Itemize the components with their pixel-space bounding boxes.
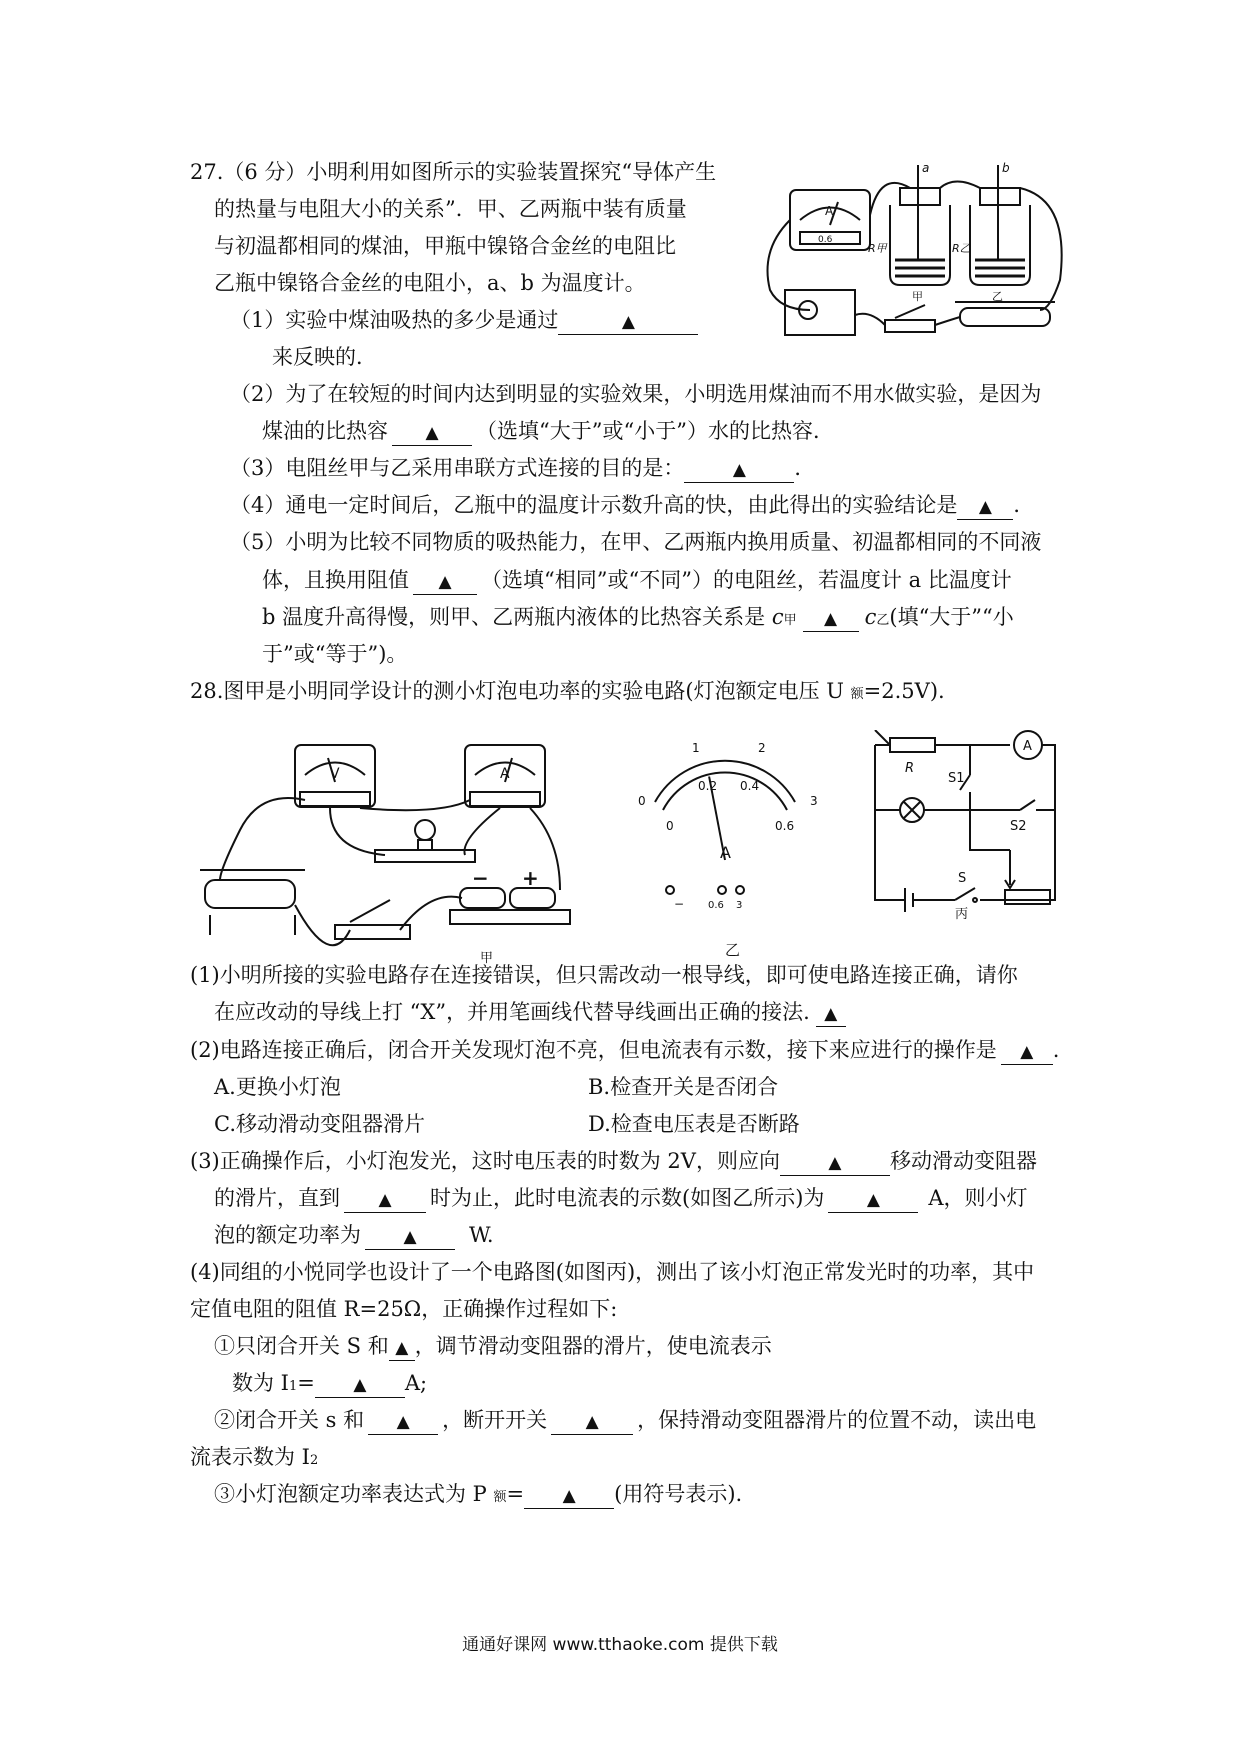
q28-intro-tail: =2.5V). — [863, 679, 945, 703]
dial-arc — [655, 761, 795, 802]
figure-jia-label: 甲 — [480, 951, 494, 965]
q27-part1 — [230, 305, 698, 335]
q28-step3-eq: = — [506, 1482, 525, 1506]
q28-part3-text3: 时为止，此时电流表的示数(如图乙所示)为 — [430, 1186, 825, 1210]
q27-part3-tail: ． — [794, 456, 816, 480]
ammeter-scale-label: 0.6 — [818, 235, 833, 245]
q28-part3-cont1 — [214, 1183, 1028, 1213]
q27-intro-line4: 乙瓶中镍铬合金丝的电阻小，a、b 为温度计。 — [214, 271, 646, 295]
scale-top-3: 3 — [810, 794, 818, 808]
q27-part2-tail: （选填“大于”或“小于”）水的比热容． — [476, 419, 834, 443]
scale-top-2: 2 — [758, 741, 766, 755]
answer-blank[interactable] — [315, 1371, 405, 1398]
scale-bottom-02: 0.2 — [698, 779, 718, 793]
bottle-jia-label: 甲 — [912, 290, 923, 303]
answer-blank[interactable] — [368, 1408, 438, 1435]
answer-blank[interactable] — [392, 419, 472, 446]
q28-figure-bing — [860, 730, 1060, 920]
q28-step2-text4: 流表示数为 I — [190, 1445, 310, 1469]
blank-marker-icon: ▲ — [438, 572, 452, 592]
ammeter-circle-label: A — [1023, 739, 1032, 754]
blank-marker-icon: ▲ — [824, 1004, 838, 1024]
q28-part3 — [190, 1146, 1037, 1176]
q28-step2-cont — [190, 1442, 318, 1476]
q28-step2-text: ②闭合开关 s 和 — [214, 1408, 365, 1432]
q28-figure-yi — [630, 730, 830, 960]
q28-part2-text: (2)电路连接正确后，闭合开关发现灯泡不亮，但电流表有示数，接下来应进行的操作是 — [190, 1038, 997, 1062]
i2-sub: 2 — [309, 1453, 319, 1468]
q28-part3-text6: W. — [469, 1223, 494, 1247]
q28-step1-cont — [232, 1368, 427, 1402]
answer-blank[interactable] — [524, 1482, 614, 1509]
q28-step3-text: ③小灯泡额定功率表达式为 P — [214, 1482, 487, 1506]
terminal-06-label: 0.6 — [708, 900, 724, 911]
q28-step3 — [214, 1479, 742, 1513]
c-symbol: c — [864, 605, 877, 629]
voltmeter-label: V — [330, 766, 340, 782]
answer-blank[interactable] — [413, 568, 477, 595]
blank-marker-icon: ▲ — [978, 497, 992, 517]
q28-figure-jia — [200, 730, 630, 965]
blank-marker-icon: ▲ — [378, 1190, 392, 1210]
minus-terminal-label: − — [472, 866, 489, 890]
option-b[interactable]: B.检查开关是否闭合 — [588, 1075, 779, 1099]
answer-blank[interactable] — [816, 1000, 846, 1027]
q28-step1-eq: = — [297, 1371, 315, 1395]
answer-blank[interactable] — [344, 1186, 426, 1213]
q28-step1-text2: 数为 I — [232, 1371, 289, 1395]
q27-part5-cont2 — [262, 602, 1014, 636]
q27-part3-text: （3）电阻丝甲与乙采用串联方式连接的目的是： — [230, 456, 685, 480]
p-sub: 额 — [493, 1490, 507, 1505]
q28-part3-text2: 的滑片，直到 — [214, 1186, 340, 1210]
q28-part3-tail: 移动滑动变阻器 — [889, 1149, 1037, 1173]
q28-part1-text: 在应改动的导线上打 “X”，并用笔画线代替导线画出正确的接法. — [214, 1000, 810, 1024]
answer-blank[interactable] — [389, 1334, 415, 1361]
q27-part5-cont3: 于”或“等于”)。 — [262, 642, 408, 666]
q27-part5-text2: （选填“相同”或“不同”）的电阻丝，若温度计 a 比温度计 — [481, 568, 1012, 592]
q27-part5: （5）小明为比较不同物质的吸热能力，在甲、乙两瓶内换用质量、初温都相同的不同液 — [230, 530, 1042, 554]
answer-blank[interactable] — [558, 308, 698, 335]
answer-blank[interactable] — [957, 493, 1013, 520]
answer-blank[interactable] — [1001, 1038, 1053, 1065]
answer-blank[interactable] — [803, 605, 859, 632]
blank-marker-icon: ▲ — [585, 1412, 599, 1432]
thermometer-a-label: a — [922, 161, 930, 175]
blank-marker-icon: ▲ — [621, 312, 635, 332]
ammeter-a-label: A — [825, 204, 834, 218]
terminal-minus-label: − — [674, 897, 685, 911]
r-jia-label: R甲 — [868, 242, 887, 255]
answer-blank[interactable] — [551, 1408, 633, 1435]
thermometer-b-label: b — [1002, 161, 1010, 175]
q28-step1-unit: A; — [404, 1371, 428, 1395]
q28-part3-text5: 泡的额定功率为 — [214, 1223, 361, 1247]
scale-top-1: 1 — [692, 741, 700, 755]
figure-bing-label: 丙 — [955, 907, 969, 920]
resistor-r-label: R — [905, 761, 915, 776]
q28-intro-sub: 额 — [850, 687, 864, 702]
answer-blank[interactable] — [780, 1149, 890, 1176]
blank-marker-icon: ▲ — [824, 609, 838, 629]
q27-part1-text: （1）实验中煤油吸热的多少是通过 — [230, 308, 559, 332]
q28-part4-cont: 定值电阻的阻值 R=25Ω，正确操作过程如下: — [190, 1297, 618, 1321]
sub-jia: 甲 — [783, 613, 797, 628]
q27-part5-text: 体，且换用阻值 — [262, 568, 409, 592]
q28-intro-text: 28.图甲是小明同学设计的测小灯泡电功率的实验电路(灯泡额定电压 U — [190, 679, 844, 703]
q27-part4-tail: ． — [1013, 493, 1035, 517]
switch-s1-label: S1 — [948, 771, 965, 786]
ammeter-label: A — [500, 766, 510, 782]
answer-blank[interactable] — [684, 456, 794, 483]
blank-marker-icon: ▲ — [866, 1190, 880, 1210]
scale-bottom-06: 0.6 — [775, 819, 795, 833]
q28-step3-tail: (用符号表示). — [614, 1482, 743, 1506]
q28-part4: (4)同组的小悦同学也设计了一个电路图(如图丙)，测出了该小灯泡正常发光时的功率，其中 — [190, 1260, 1035, 1284]
scale-bottom-04: 0.4 — [740, 779, 760, 793]
c-symbol: c — [771, 605, 784, 629]
switch-s-label: S — [958, 871, 967, 886]
q28-part1-cont — [214, 997, 846, 1027]
bottle-yi-label: 乙 — [992, 290, 1003, 303]
option-d[interactable]: D.检查电压表是否断路 — [588, 1112, 800, 1136]
switch-s2-label: S2 — [1010, 819, 1027, 834]
option-a[interactable]: A.更换小灯泡 — [214, 1075, 341, 1099]
q28-step1 — [214, 1331, 772, 1361]
sub-yi: 乙 — [876, 613, 890, 628]
q27-part2-cont — [262, 416, 834, 446]
blank-marker-icon: ▲ — [828, 1153, 842, 1173]
q27-intro-line2: 的热量与电阻大小的关系”．甲、乙两瓶中装有质量 — [214, 197, 687, 221]
q28-part2-tail: . — [1052, 1038, 1060, 1062]
blank-marker-icon: ▲ — [425, 423, 439, 443]
q28-step2-text2: ，断开开关 — [442, 1408, 548, 1432]
q27-part4 — [230, 490, 1034, 520]
q28-step2 — [214, 1405, 1036, 1435]
q28-step1-tail: ，调节滑动变阻器的滑片，使电流表示 — [414, 1334, 772, 1358]
blank-marker-icon: ▲ — [403, 1227, 417, 1247]
q27-part2: （2）为了在较短的时间内达到明显的实验效果，小明选用煤油而不用水做实验，是因为 — [230, 382, 1042, 406]
q27-intro-line3: 与初温都相同的煤油，甲瓶中镍铬合金丝的电阻比 — [214, 234, 676, 258]
q28-step1-text: ①只闭合开关 S 和 — [214, 1334, 389, 1358]
q28-step2-text3: ，保持滑动变阻器滑片的位置不动，读出电 — [637, 1408, 1037, 1432]
q28-part3-cont2 — [214, 1220, 494, 1250]
dial-unit-label: A — [720, 843, 731, 862]
q27-part5-text3: b 温度升高得慢，则甲、乙两瓶内液体的比热容关系是 — [262, 605, 766, 629]
q27-part3 — [230, 453, 815, 483]
q28-part1: (1)小明所接的实验电路存在连接错误，但只需改动一根导线，即可使电路连接正确，请你 — [190, 963, 1018, 987]
q27-part4-text: （4）通电一定时间后，乙瓶中的温度计示数升高的快，由此得出的实验结论是 — [230, 493, 958, 517]
q27-part5-cont1 — [262, 565, 1012, 595]
q28-intro — [190, 676, 945, 710]
blank-marker-icon: ▲ — [396, 1412, 410, 1432]
option-c[interactable]: C.移动滑动变阻器滑片 — [214, 1112, 425, 1136]
r-yi-label: R乙 — [952, 242, 971, 255]
figure-yi-label: 乙 — [725, 941, 741, 959]
answer-blank[interactable] — [365, 1223, 455, 1250]
terminal-3-label: 3 — [736, 900, 743, 911]
blank-marker-icon: ▲ — [562, 1486, 576, 1506]
blank-marker-icon: ▲ — [732, 460, 746, 480]
q27-part1-cont: 来反映的． — [272, 345, 377, 369]
q28-part3-text4: A，则小灯 — [928, 1186, 1028, 1210]
answer-blank[interactable] — [828, 1186, 918, 1213]
blank-marker-icon: ▲ — [353, 1375, 367, 1395]
i1-sub: 1 — [288, 1379, 298, 1394]
q28-part3-text: (3)正确操作后，小灯泡发光，这时电压表的时数为 2V，则应向 — [190, 1149, 780, 1173]
scale-bottom-0: 0 — [666, 819, 674, 833]
blank-marker-icon: ▲ — [1020, 1042, 1034, 1062]
q27-part5-tail: (填“大于”“小 — [889, 605, 1014, 629]
blank-marker-icon: ▲ — [395, 1338, 409, 1358]
q27-apparatus-figure — [760, 160, 1070, 345]
q27-intro-line1: 27.（6 分）小明利用如图所示的实验装置探究“导体产生 — [190, 160, 717, 184]
scale-top-0: 0 — [638, 794, 646, 808]
page-footer: 通通好课网 www.tthaoke.com 提供下载 — [462, 1635, 778, 1655]
q28-part2 — [190, 1035, 1059, 1065]
q27-part2-text: 煤油的比热容 — [262, 419, 388, 443]
plus-terminal-label: + — [522, 866, 539, 890]
